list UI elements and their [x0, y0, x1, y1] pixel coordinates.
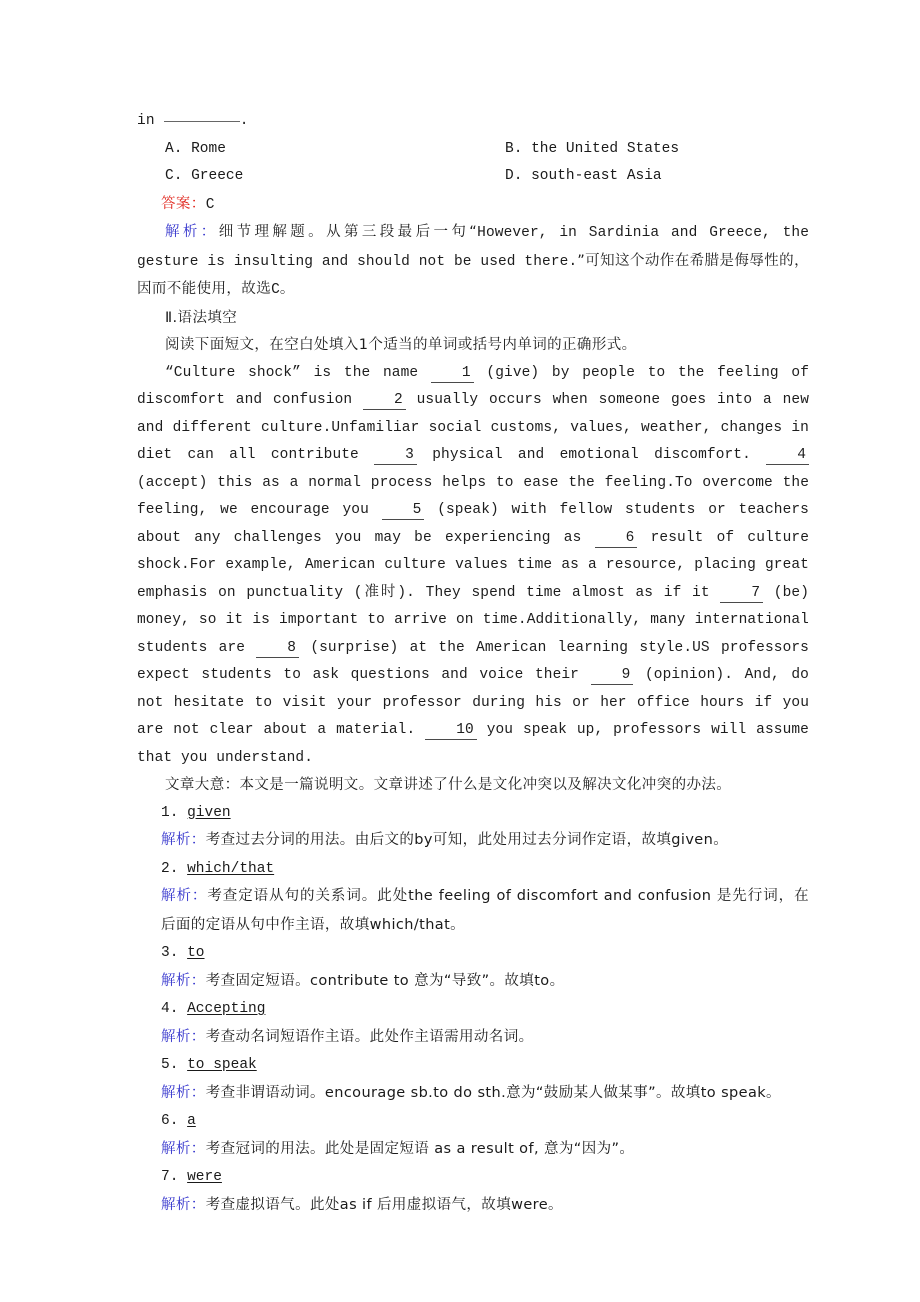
options-row-cd	[137, 163, 809, 191]
answer-item	[137, 1052, 809, 1080]
answer-number: 4.	[161, 1001, 179, 1017]
cloze-blank-1[interactable]: 1	[431, 365, 474, 383]
passage-seg-6: (speak) with fellow students or teachers about any challenges you may be experiencing as	[137, 502, 809, 546]
answer-word: to	[187, 945, 205, 961]
explanation-label: 解析：	[161, 1140, 206, 1157]
explanation-label: 解析：	[161, 1028, 206, 1045]
answer-number: 3.	[161, 945, 179, 961]
explanation-label: 解析：	[161, 832, 206, 848]
stem-blank-underline	[164, 108, 240, 122]
option-c-text: Greece	[191, 168, 244, 184]
summary-text: 本文是一篇说明文。文章讲述了什么是文化冲突以及解决文化冲突的办法。	[239, 777, 732, 793]
option-c-key: C.	[165, 168, 183, 184]
analysis-answer-letter: C	[271, 282, 280, 298]
cloze-passage	[137, 360, 809, 773]
cloze-blank-5[interactable]: 5	[382, 502, 425, 520]
analysis-text-part3: 。	[279, 281, 295, 297]
cloze-blank-4[interactable]: 4	[766, 447, 809, 465]
answer-word: given	[187, 804, 231, 821]
cloze-blank-8[interactable]: 8	[256, 640, 299, 658]
explanation-text: 考查动名词短语作主语。此处作主语需用动名词。	[205, 1028, 534, 1045]
question-analysis-paragraph	[137, 219, 809, 305]
answer-explanation	[137, 968, 809, 997]
passage-seg-4: physical and emotional discomfort.	[432, 447, 751, 463]
analysis-quote: However, in Sardinia and Greece, the gesture is insulting and should not be used there.	[137, 225, 810, 270]
explanation-text: 考查定语从句的关系词。此处the feeling of discomfort and confusion 是先行词，在后面的定语从句中作主语，故填which/that。	[161, 888, 809, 933]
analysis-label: 解析：	[165, 224, 219, 240]
section-instruction	[137, 332, 809, 360]
explanation-label: 解析：	[161, 888, 208, 904]
passage-seg-1: “Culture shock” is the name	[165, 364, 419, 381]
answer-item	[137, 996, 809, 1024]
analysis-text-part2: ”可知这个动作在希腊是侮辱性的，因而不能使用，故选	[137, 252, 809, 297]
cloze-blank-3[interactable]: 3	[374, 447, 417, 465]
option-d[interactable]	[487, 163, 809, 191]
option-b[interactable]	[487, 136, 809, 164]
cloze-blank-7[interactable]: 7	[720, 585, 763, 603]
answer-number: 6.	[161, 1113, 179, 1129]
option-a-key: A.	[165, 140, 183, 157]
answer-line	[137, 191, 809, 220]
answer-item	[137, 800, 809, 828]
option-b-text: the United States	[531, 140, 680, 157]
answer-word: a	[187, 1113, 196, 1129]
answer-label: 答案：	[161, 195, 206, 212]
answer-list	[137, 800, 809, 1221]
passage-seg-11: you speak up, professors will assume that you understand.	[137, 722, 809, 766]
cloze-blank-10[interactable]: 10	[425, 722, 477, 740]
answer-number: 2.	[161, 860, 179, 877]
cloze-blank-6[interactable]: 6	[595, 530, 638, 548]
summary-label: 文章大意：	[165, 777, 240, 793]
answer-value: C	[205, 196, 215, 213]
stem-prefix: in	[137, 113, 155, 129]
answer-number: 5.	[161, 1057, 179, 1073]
passage-seg-2: (give) by people to the feeling of discomfort and confusion	[137, 364, 810, 408]
answer-number: 7.	[161, 1169, 179, 1185]
explanation-text: 考查非谓语动词。encourage sb.to do sth.意为“鼓励某人做某事”。故填to speak。	[205, 1084, 781, 1101]
option-d-key: D.	[505, 168, 523, 184]
section-instruction-text: 阅读下面短文，在空白处填入1个适当的单词或括号内单词的正确形式。	[165, 337, 637, 353]
answer-explanation	[137, 1024, 809, 1053]
explanation-text: 考查固定短语。contribute to 意为“导致”。故填to。	[205, 972, 565, 989]
options-row-ab	[137, 136, 809, 164]
passage-seg-7: result of culture shock.For example, American culture values time as a resource, placing great emphasis on punctuality (准时). They spend time almost as if it	[137, 529, 810, 601]
answer-explanation	[137, 1136, 809, 1165]
option-a[interactable]	[165, 136, 487, 164]
passage-seg-9: (surprise) at the American learning style.US professors expect students to ask questions and voice their	[137, 639, 809, 683]
question-stem-tail	[137, 108, 809, 136]
cloze-blank-2[interactable]: 2	[363, 392, 406, 410]
passage-seg-8: (be) money, so it is important to arrive on time.Additionally, many international students are	[137, 584, 810, 656]
answer-item	[137, 1108, 809, 1136]
answer-word: were	[187, 1169, 222, 1185]
explanation-text: 考查冠词的用法。此处是固定短语 as a result of, 意为“因为”。	[205, 1140, 635, 1157]
explanation-text: 考查过去分词的用法。由后文的by可知，此处用过去分词作定语，故填given。	[205, 832, 729, 848]
answer-explanation	[137, 827, 809, 856]
option-d-text: south-east Asia	[531, 168, 662, 184]
explanation-label: 解析：	[161, 972, 206, 989]
section-heading-label: Ⅱ.语法填空	[165, 309, 238, 326]
answer-item	[137, 940, 809, 968]
stem-suffix: .	[239, 113, 249, 129]
section-heading	[137, 305, 809, 333]
answer-item	[137, 856, 809, 884]
explanation-label: 解析：	[161, 1084, 206, 1101]
cloze-blank-9[interactable]: 9	[591, 667, 634, 685]
answer-explanation	[137, 883, 809, 940]
page-content	[137, 108, 809, 1220]
passage-seg-10: (opinion). And, do not hesitate to visit your professor during his or her office hours if you are not clear about a material.	[137, 667, 809, 738]
answer-word: to speak	[187, 1057, 257, 1073]
option-a-text: Rome	[191, 140, 226, 157]
passage-seg-5: (accept) this as a normal process helps to ease the feeling.To overcome the feeling, we encourage you	[137, 474, 809, 518]
answer-word: Accepting	[187, 1001, 266, 1017]
option-c[interactable]	[165, 163, 487, 191]
option-b-key: B.	[505, 140, 523, 157]
passage-summary	[137, 772, 809, 800]
answer-explanation	[137, 1192, 809, 1221]
explanation-text: 考查虚拟语气。此处as if 后用虚拟语气，故填were。	[205, 1196, 563, 1213]
analysis-text-part1: 细节理解题。从第三段最后一句“	[218, 224, 478, 240]
passage-seg-3: usually occurs when someone goes into a new and different culture.Unfamiliar social customs, values, weather, changes in diet can all contribute	[137, 392, 809, 463]
answer-item	[137, 1164, 809, 1192]
answer-word: which/that	[187, 860, 275, 877]
answer-explanation	[137, 1080, 809, 1109]
explanation-label: 解析：	[161, 1196, 206, 1213]
answer-number: 1.	[161, 804, 179, 821]
